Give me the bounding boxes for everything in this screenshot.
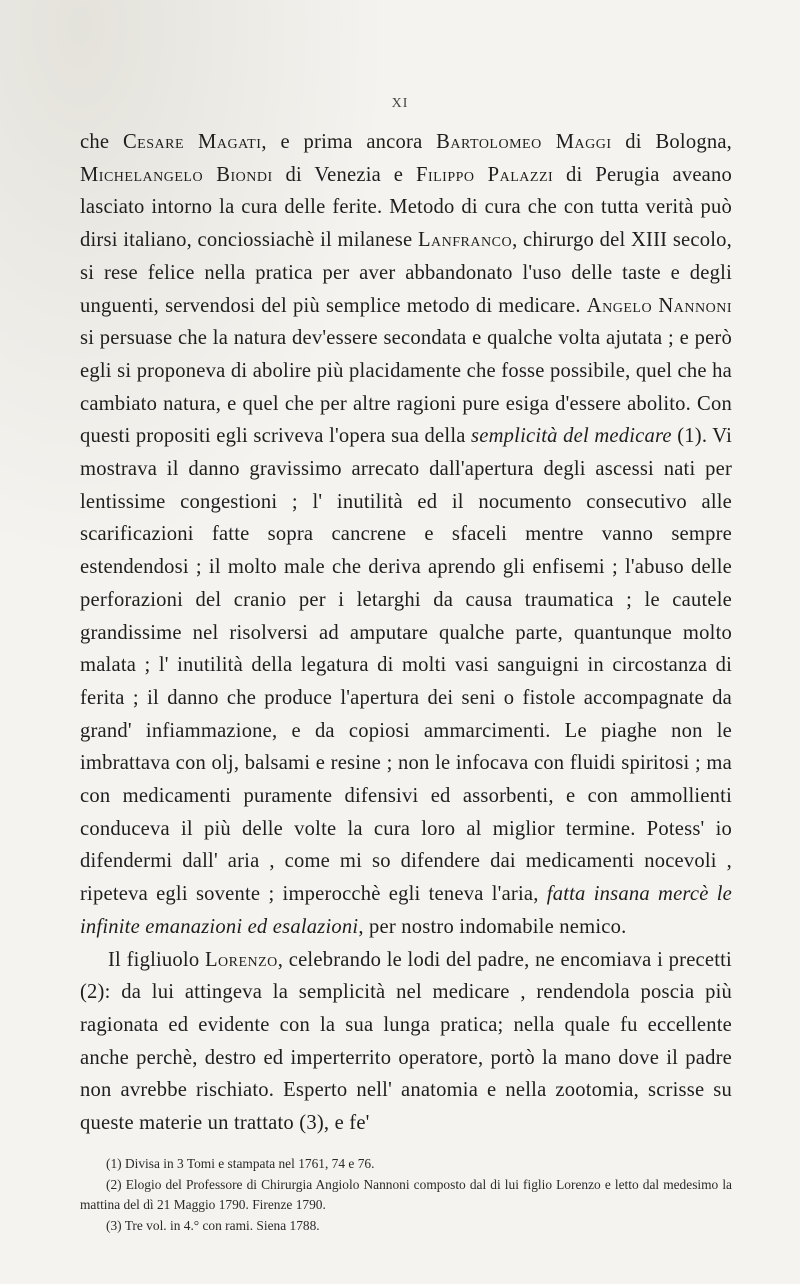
text-run: si persuase che la natura dev'essere secondata e qualche volta ajutata ; e però egli si proponeva di abolire più placidamente che fosse possibile, quel che ha cambiato natura, e quel che per altre ragioni pure esiga d'essere abolito. Con questi propositi egli scriveva l'opera sua della	[80, 327, 732, 448]
footnote-2: (2) Elogio del Professore di Chirurgia Angiolo Nannoni composto dal di lui figlio Lorenzo e letto dal medesimo la mattina del dì 21 Maggio 1790. Firenze 1790.	[80, 1176, 732, 1212]
text-run: di Bologna,	[611, 131, 733, 153]
text-run: (1). Vi mostrava il danno gravissimo arrecato dall'apertura degli ascessi nati per lentissime congestioni ; l' inutilità ed il nocumento consecutivo alle scarificazioni fatte sopra cancrene e sfaceli mentre vanno sempre estendendosi ; il molto male che deriva aprendo gli enfisemi ; l'abuso delle perforazioni del cranio per i letarghi da causa traumatica ; le cautele grandissime nel risolversi ad amputare qualche parte, quantunque molto malata ; l' inutilità della legatura di molti vasi sanguigni in circostanza di ferita ; il danno che produce l'apertura dei seni o fistole accompagnate da grand' infiammazione, e da copiosi ammarcimenti. Le piaghe non le imbrattava con olj, balsami e resine ; non le infocava con fluidi spiritosi ; ma con medicamenti puramente difensivi ed assorbenti, e con ammollienti conduceva il più delle volte la cura loro al miglior termine. Potess' io difendermi dall' aria , come mi so difendere dai medicamenti nocevoli , ripeteva egli sovente ; imperocchè egli teneva l'aria,	[80, 425, 733, 906]
footnote-3: (3) Tre vol. in 4.° con rami. Siena 1788.	[106, 1217, 320, 1233]
person-name: Michelangelo Biondi	[80, 163, 273, 186]
book-title: semplicità del medicare	[471, 425, 672, 448]
italic-quote: fatta insana mercè le infinite emanazioni ed esalazioni	[80, 883, 733, 938]
person-name: Angelo Nannoni	[586, 294, 732, 317]
text-run: di Perugia aveano lasciato intorno la cura delle ferite. Metodo di cura che con tutta verità può dirsi italiano, conciossiachè il milanese	[80, 163, 732, 252]
main-text	[80, 126, 732, 1140]
text-run: Il figliuolo	[108, 948, 205, 971]
person-name: Bartolomeo Maggi	[436, 131, 612, 153]
text-run: che	[80, 131, 123, 153]
text-run: , chirurgo del XIII secolo, si rese felice nella pratica per aver abbandonato l'uso delle taste e degli unguenti, servendosi del più semplice metodo di medicare.	[80, 229, 732, 317]
footnotes	[80, 1154, 732, 1236]
person-name: Lorenzo	[204, 948, 278, 971]
paragraph-2	[80, 944, 732, 1140]
text-run: , e prima ancora	[261, 131, 437, 153]
paragraph-1	[80, 126, 732, 944]
text-run: , celebrando le lodi del padre, ne encomiava i precetti (2): da lui attingeva la semplicità nel medicare , rendendola poscia più ragionata ed evidente con la sua lunga pratica; nella quale fu eccellente anche perchè, destro ed imperterrito operatore, portò la mano dove il padre non avrebbe rischiato. Esperto nell' anatomia e nella zootomia, scrisse su queste materie un trattato (3), e fe'	[80, 948, 732, 1135]
person-name: Filippo Palazzi	[416, 163, 554, 186]
footnote-1: (1) Divisa in 3 Tomi e stampata nel 1761, 74 e 76.	[106, 1156, 375, 1171]
text-run: di Venezia e	[272, 163, 417, 186]
page-number: XI	[391, 96, 409, 111]
text-run: , per nostro indomabile nemico.	[358, 915, 627, 938]
person-name: Lanfranco	[417, 229, 513, 252]
person-name: Cesare Magati	[122, 131, 262, 153]
